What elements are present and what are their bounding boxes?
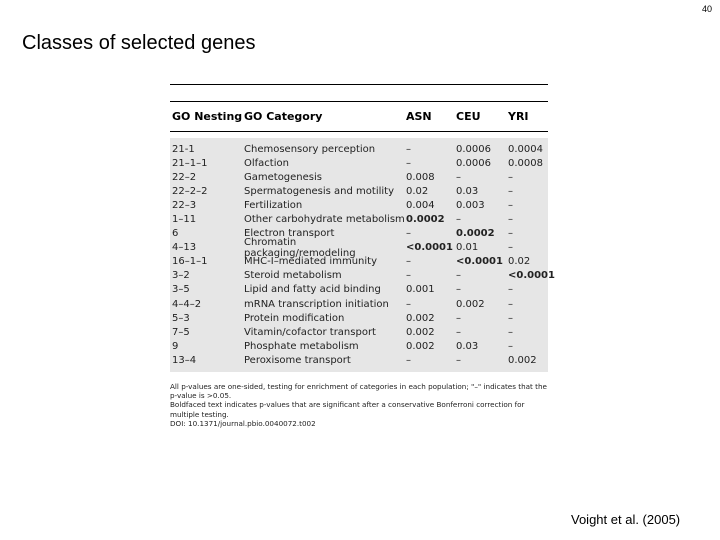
go-category: Lipid and fatty acid binding xyxy=(244,284,381,296)
top-rule xyxy=(170,84,548,85)
yri-value: – xyxy=(508,185,513,197)
header-go-nesting: GO Nesting xyxy=(172,110,243,123)
go-nesting: 21-1 xyxy=(172,143,195,155)
asn-value: 0.004 xyxy=(406,199,435,211)
table-row xyxy=(170,142,548,156)
yri-value: – xyxy=(508,214,513,226)
asn-value: 0.0002 xyxy=(406,214,445,226)
ceu-value: 0.0002 xyxy=(456,228,495,240)
go-category: Peroxisome transport xyxy=(244,354,351,366)
ceu-value: 0.002 xyxy=(456,298,485,310)
yri-value: – xyxy=(508,284,513,296)
go-category: Steroid metabolism xyxy=(244,270,342,282)
asn-value: <0.0001 xyxy=(406,242,453,254)
go-nesting: 4–4–2 xyxy=(172,298,202,310)
yri-value: 0.02 xyxy=(508,256,531,268)
go-nesting: 22–2 xyxy=(172,171,197,183)
table-row xyxy=(170,156,548,170)
table-row xyxy=(170,339,548,353)
table-row xyxy=(170,325,548,339)
ceu-value: 0.003 xyxy=(456,199,485,211)
asn-value: – xyxy=(406,157,411,169)
ceu-value: – xyxy=(456,312,461,324)
asn-value: – xyxy=(406,256,411,268)
table-row xyxy=(170,269,555,283)
go-nesting: 3–2 xyxy=(172,270,190,282)
go-nesting: 22–2–2 xyxy=(172,185,208,197)
table-body xyxy=(170,138,555,372)
asn-value: – xyxy=(406,354,411,366)
ceu-value: – xyxy=(456,354,461,366)
asn-value: 0.02 xyxy=(406,185,429,197)
table-row xyxy=(170,184,548,198)
asn-value: – xyxy=(406,143,411,155)
go-category: Phosphate metabolism xyxy=(244,340,359,352)
go-nesting: 21–1–1 xyxy=(172,157,208,169)
go-category: Fertilization xyxy=(244,199,303,211)
footnote-doi: DOI: 10.1371/journal.pbio.0040072.t002 xyxy=(170,419,316,429)
ceu-value: – xyxy=(456,270,461,282)
go-category: Electron transport xyxy=(244,228,335,240)
go-category: Olfaction xyxy=(244,157,289,169)
go-category: MHC-I–mediated immunity xyxy=(244,256,377,268)
footnote-2: Boldfaced text indicates p-values that are significant after a conservative Bonferroni correction for multiple testing. xyxy=(170,400,525,419)
ceu-value: – xyxy=(456,214,461,226)
yri-value: 0.0008 xyxy=(508,157,543,169)
yri-value: 0.002 xyxy=(508,354,537,366)
table-row xyxy=(170,255,548,269)
ceu-value: – xyxy=(456,171,461,183)
ceu-value: <0.0001 xyxy=(456,256,503,268)
header-yri: YRI xyxy=(508,110,529,123)
ceu-value: 0.0006 xyxy=(456,143,491,155)
asn-value: – xyxy=(406,228,411,240)
go-nesting: 3–5 xyxy=(172,284,190,296)
go-category: Gametogenesis xyxy=(244,171,322,183)
page-number: 40 xyxy=(701,4,712,14)
asn-value: – xyxy=(406,298,411,310)
header-ceu: CEU xyxy=(456,110,481,123)
table-row xyxy=(170,170,548,184)
go-category: Other carbohydrate metabolism xyxy=(244,214,405,226)
asn-value: 0.002 xyxy=(406,340,435,352)
table-row xyxy=(170,283,548,297)
yri-value: – xyxy=(508,326,513,338)
go-nesting: 7–5 xyxy=(172,326,190,338)
go-category: Spermatogenesis and motility xyxy=(244,185,395,197)
go-nesting: 5–3 xyxy=(172,312,190,324)
yri-value: <0.0001 xyxy=(508,270,555,282)
ceu-value: – xyxy=(456,284,461,296)
go-category: Vitamin/cofactor transport xyxy=(244,326,376,338)
asn-value: 0.002 xyxy=(406,312,435,324)
header-go-category: GO Category xyxy=(244,110,323,123)
asn-value: 0.008 xyxy=(406,171,435,183)
yri-value: – xyxy=(508,228,513,240)
yri-value: – xyxy=(508,312,513,324)
table-row xyxy=(170,198,548,212)
asn-value: 0.001 xyxy=(406,284,435,296)
go-nesting: 13–4 xyxy=(172,354,197,366)
table-row xyxy=(170,311,548,325)
go-nesting: 9 xyxy=(172,340,179,352)
go-category: Chromatin packaging/remodeling xyxy=(244,236,356,259)
go-nesting: 6 xyxy=(172,228,179,240)
citation: Voight et al. (2005) xyxy=(571,512,681,527)
slide-title: Classes of selected genes xyxy=(22,32,256,54)
ceu-value: 0.0006 xyxy=(456,157,491,169)
go-category: Chemosensory perception xyxy=(244,143,376,155)
ceu-value: 0.01 xyxy=(456,242,479,254)
asn-value: – xyxy=(406,270,411,282)
table-row xyxy=(170,297,548,311)
go-nesting: 4–13 xyxy=(172,242,197,254)
yri-value: – xyxy=(508,340,513,352)
go-nesting: 22–3 xyxy=(172,199,197,211)
ceu-value: 0.03 xyxy=(456,185,479,197)
yri-value: – xyxy=(508,242,513,254)
table-row xyxy=(170,212,548,226)
go-nesting: 16–1–1 xyxy=(172,256,208,268)
table-footnotes xyxy=(170,382,548,429)
go-category: mRNA transcription initiation xyxy=(244,298,389,310)
footnote-1: All p-values are one-sided, testing for enrichment of categories in each population; "–" indicates that the p-value is >0.05. xyxy=(170,381,547,400)
asn-value: 0.002 xyxy=(406,326,435,338)
table-row xyxy=(170,236,548,259)
header-asn: ASN xyxy=(406,110,432,123)
table-row xyxy=(170,353,548,367)
yri-value: – xyxy=(508,199,513,211)
yri-value: – xyxy=(508,171,513,183)
ceu-value: – xyxy=(456,326,461,338)
table-header xyxy=(170,102,548,132)
yri-value: 0.0004 xyxy=(508,143,543,155)
ceu-value: 0.03 xyxy=(456,340,479,352)
go-category: Protein modification xyxy=(244,312,345,324)
yri-value: – xyxy=(508,298,513,310)
go-nesting: 1–11 xyxy=(172,214,197,226)
gene-classes-table xyxy=(170,84,555,429)
